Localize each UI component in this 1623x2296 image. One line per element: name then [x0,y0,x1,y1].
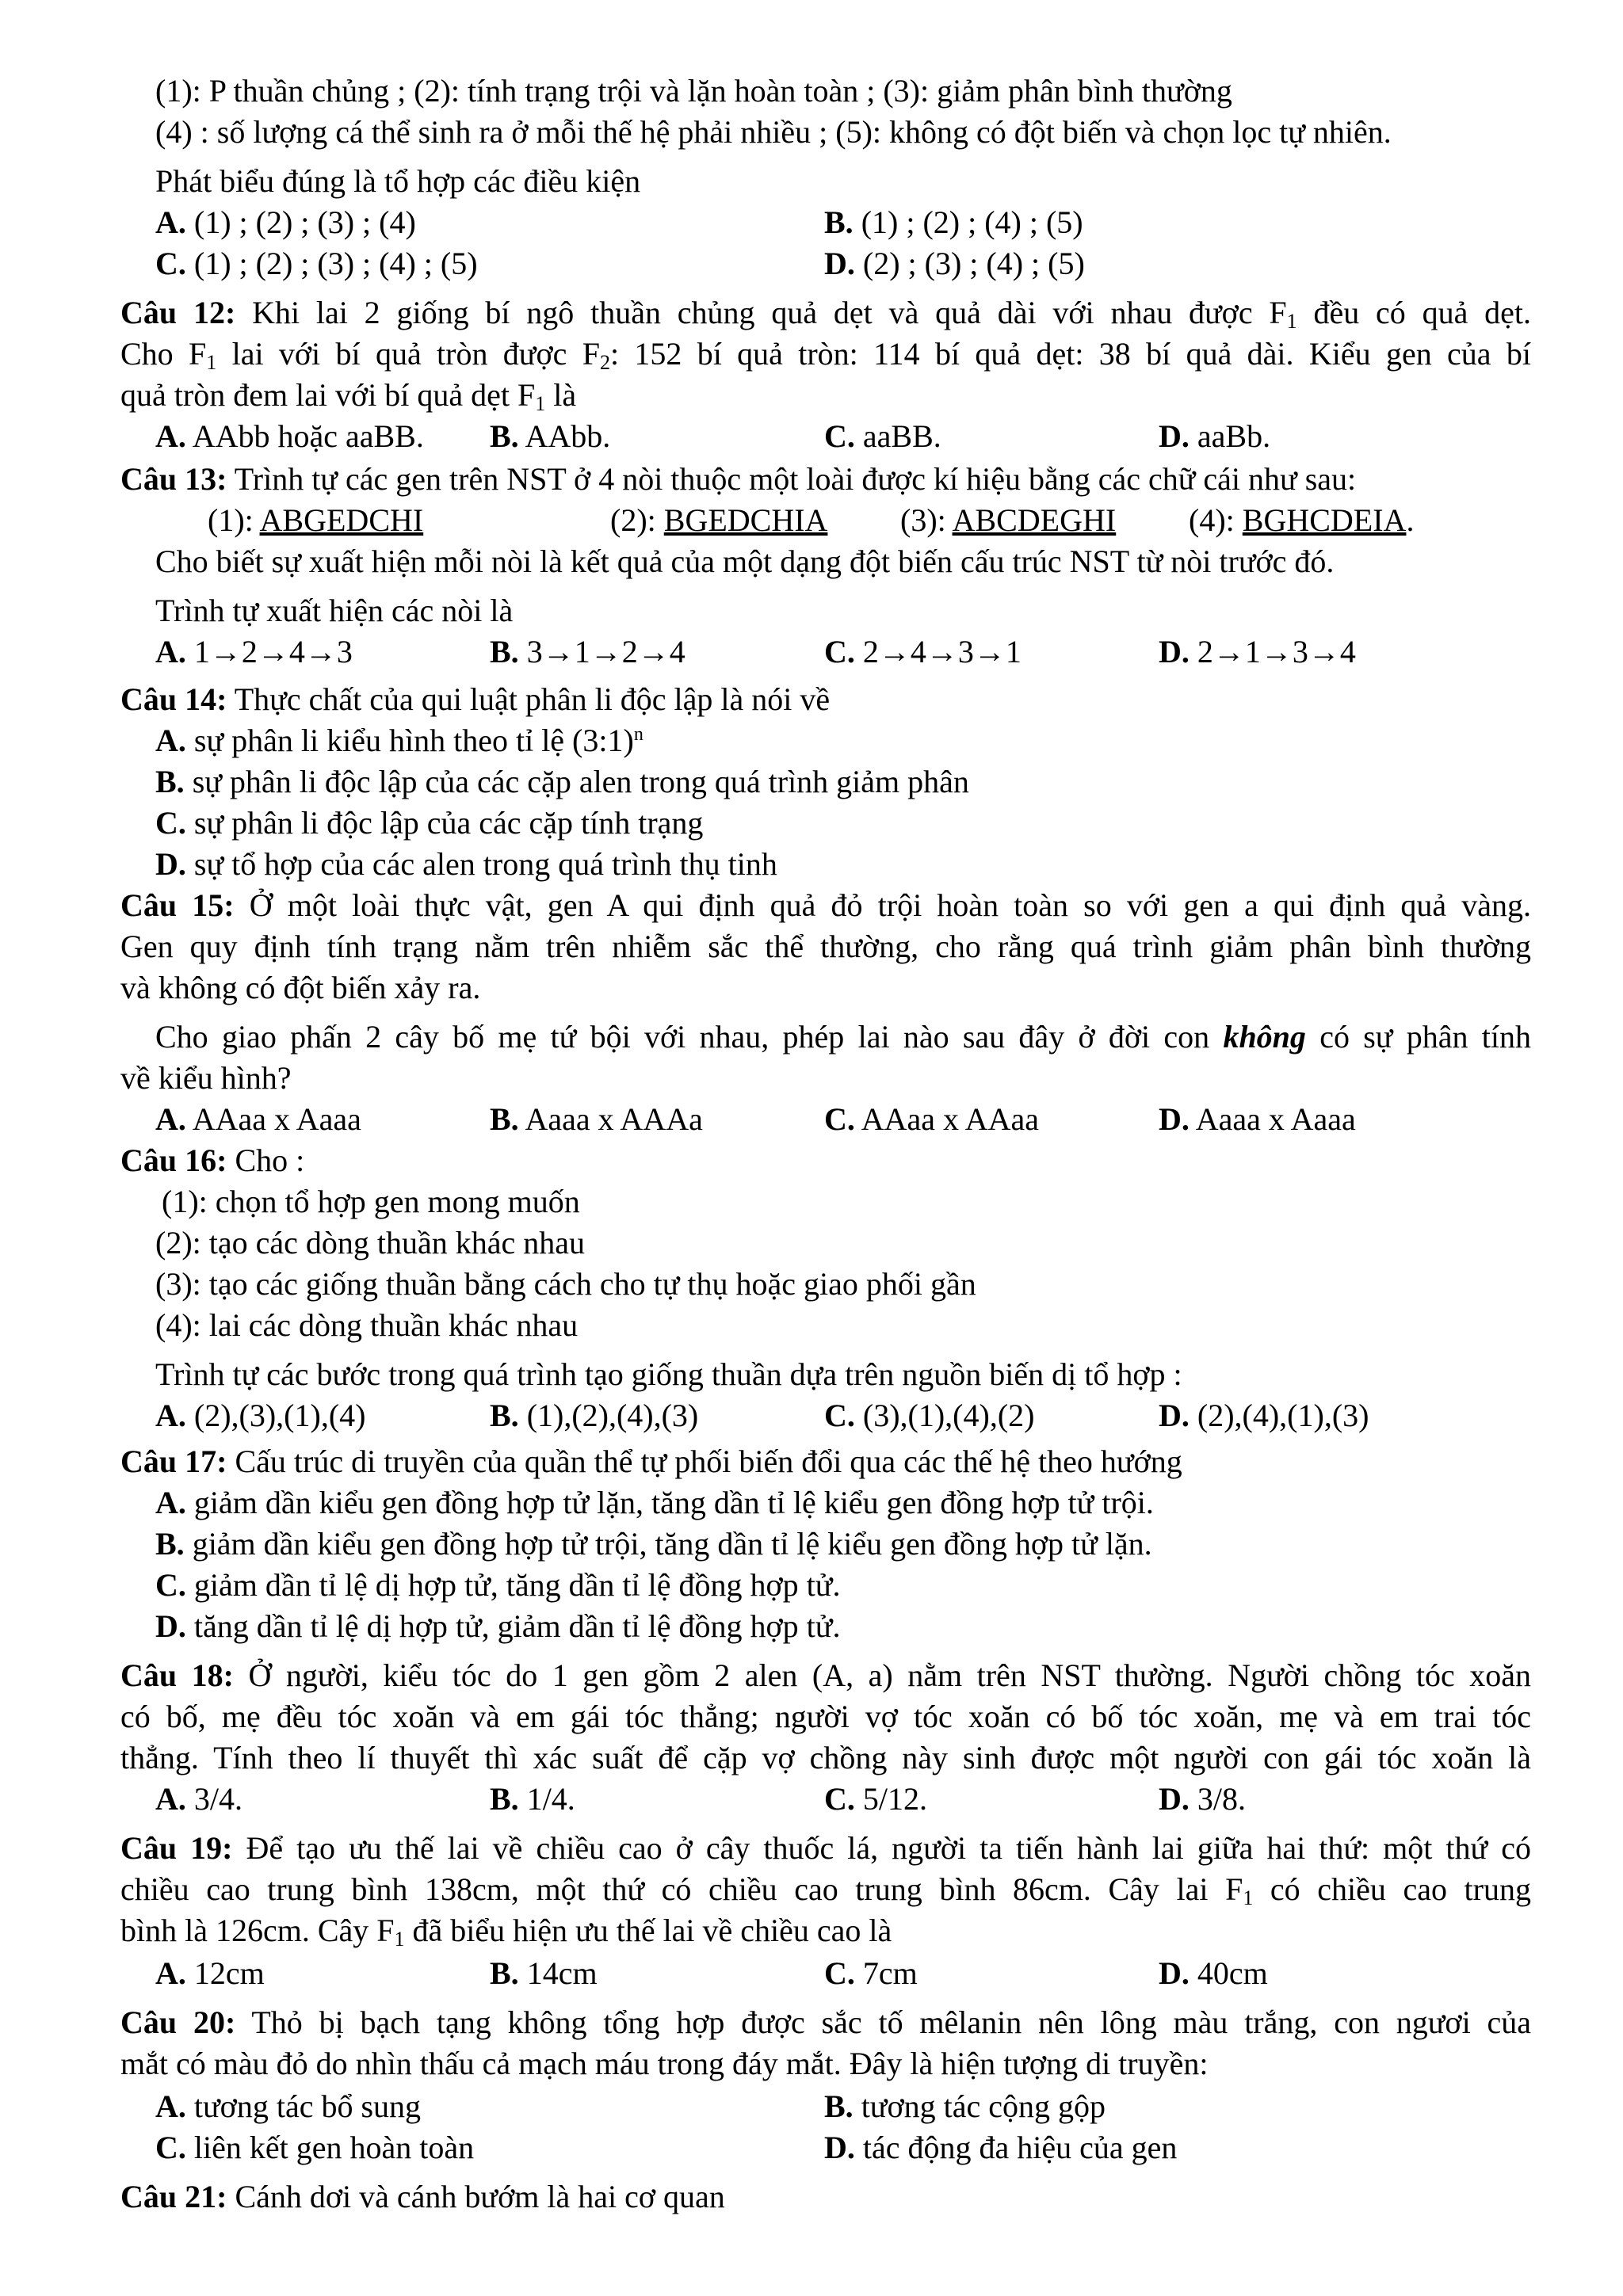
q18-line-1: Câu 18: Ở người, kiểu tóc do 1 gen gồm 2 alen (A, a) nằm trên NST thường. Người chồng tóc xoăn [120,1657,1531,1693]
q13-sequence-4: (4): BGHCDEIA. [1189,502,1415,538]
q16-item-4: (4): lai các dòng thuần khác nhau [155,1307,579,1343]
q13-sequence-3: (3): ABCDEGHI [900,502,1117,538]
q16-option-b: B. (1),(2),(4),(3) [490,1398,699,1433]
q13-option-d: D. 2→1→3→4 [1159,634,1356,669]
q14-option-b: B. sự phân li độc lập của các cặp alen trong quá trình giảm phân [155,764,969,799]
q15-line-3: và không có đột biến xảy ra. [120,970,481,1005]
q19-line-3: bình là 126cm. Cây $F_1$ đã biểu hiện ưu thế lai về chiều cao là [120,1913,892,1951]
q21-label: Câu 21: [120,2179,227,2214]
q19-option-a: A. 12cm [155,1955,265,1991]
q19-label: Câu 19: [120,1830,233,1866]
q19-option-b: B. 14cm [490,1955,598,1991]
q18-line-3: thẳng. Tính theo lí thuyết thì xác suất để cặp vợ chồng này sinh được một người con gái tóc xoăn là [120,1740,1531,1775]
q20-line-1: Câu 20: Thỏ bị bạch tạng không tổng hợp được sắc tố mêlanin nên lông màu trắng, con ngươi của [120,2004,1532,2040]
q18-option-d: D. 3/8. [1159,1781,1247,1817]
q13-line-1: Câu 13: Trình tự các gen trên NST ở 4 nòi thuộc một loài được kí hiệu bằng các chữ cái như sau: [120,461,1357,497]
q19-option-c: C. 7cm [824,1955,918,1991]
q21-line-1: Câu 21: Cánh dơi và cánh bướm là hai cơ quan [120,2179,725,2214]
q20-option-b: B. tương tác cộng gộp [824,2088,1106,2124]
q17-line-1: Câu 17: Cấu trúc di truyền của quần thể tự phối biến đổi qua các thế hệ theo hướng [120,1444,1182,1479]
q11-condition-line-1: (1): P thuần chủng ; (2): tính trạng trội và lặn hoàn toàn ; (3): giảm phân bình thường [155,73,1232,109]
q11-option-d: D. (2) ; (3) ; (4) ; (5) [824,246,1085,281]
q19-option-d: D. 40cm [1159,1955,1268,1991]
q11-option-c: C. (1) ; (2) ; (3) ; (4) ; (5) [155,246,478,281]
q12-option-b: B. AAbb. [490,418,611,454]
q12-option-d: D. aaBb. [1159,418,1271,454]
q13-line-3: Cho biết sự xuất hiện mỗi nòi là kết quả của một dạng đột biến cấu trúc NST từ nòi trước đó. [155,543,1335,579]
q13-stem: Trình tự xuất hiện các nòi là [155,593,514,628]
q20-line-2: mắt có màu đỏ do nhìn thấu cả mạch máu trong đáy mắt. Đây là hiện tượng di truyền: [120,2046,1209,2081]
q12-line-2: Cho $F_1$ lai với bí quả tròn được $F_2$: 152 bí quả tròn: 114 bí quả dẹt: 38 bí quả dài. Kiểu gen của bí [120,336,1531,374]
q18-option-a: A. 3/4. [155,1781,243,1817]
q16-item-1: (1): chọn tổ hợp gen mong muốn [162,1184,580,1219]
q18-option-c: C. 5/12. [824,1781,928,1817]
q19-line-1: Câu 19: Để tạo ưu thế lai về chiều cao ở cây thuốc lá, người ta tiến hành lai giữa hai thứ: một thứ có [120,1830,1532,1866]
q14-option-a: A. sự phân li kiểu hình theo tỉ lệ (3:1)$^n$ [155,723,643,758]
q16-stem: Trình tự các bước trong quá trình tạo giống thuần dựa trên nguồn biến dị tổ hợp : [155,1356,1182,1392]
q16-label: Câu 16: [120,1142,227,1178]
q17-option-a: A. giảm dần kiểu gen đồng hợp tử lặn, tăng dần tỉ lệ kiểu gen đồng hợp tử trội. [155,1485,1154,1520]
q16-item-2: (2): tạo các dòng thuần khác nhau [155,1225,586,1261]
q17-option-c: C. giảm dần tỉ lệ dị hợp tử, tăng dần tỉ lệ đồng hợp tử. [155,1567,841,1603]
q15-line-5: về kiểu hình? [120,1060,292,1096]
q19-line-2: chiều cao trung bình 138cm, một thứ có chiều cao trung bình 86cm. Cây lai $F_1$ có chiều cao trung [120,1871,1531,1909]
q14-label: Câu 14: [120,681,227,717]
q16-item-3: (3): tạo các giống thuần bằng cách cho tự thụ hoặc giao phối gần [155,1266,976,1302]
q11-option-b: B. (1) ; (2) ; (4) ; (5) [824,204,1083,240]
q12-line-1: Câu 12: Khi lai 2 giống bí ngô thuần chủng quả dẹt và quả dài với nhau được $F_1$ đều có quả dẹt. [120,295,1531,333]
q13-option-c: C. 2→4→3→1 [824,634,1022,669]
q12-option-a: A. AAbb hoặc aaBB. [155,418,424,454]
q18-line-2: có bố, mẹ đều tóc xoăn và em gái tóc thẳng; người vợ tóc xoăn có bố tóc xoăn, mẹ và em trai tóc [120,1699,1531,1734]
q17-option-d: D. tăng dần tỉ lệ dị hợp tử, giảm dần tỉ lệ đồng hợp tử. [155,1608,841,1644]
q12-option-c: C. aaBB. [824,418,941,454]
q18-label: Câu 18: [120,1657,234,1693]
q15-line-2: Gen quy định tính trạng nằm trên nhiễm sắc thể thường, cho rằng quá trình giảm phân bình thường [120,929,1531,964]
q15-option-a: A. AAaa x Aaaa [155,1101,361,1137]
q11-option-a: A. (1) ; (2) ; (3) ; (4) [155,204,416,240]
q16-line-1: Câu 16: Cho : [120,1142,305,1178]
q15-line-1: Câu 15: Ở một loài thực vật, gen A qui định quả đỏ trội hoàn toàn so với gen a qui định quả vàng. [120,887,1532,923]
q17-option-b: B. giảm dần kiểu gen đồng hợp tử trội, tăng dần tỉ lệ kiểu gen đồng hợp tử lặn. [155,1526,1152,1562]
q15-label: Câu 15: [120,887,235,923]
q17-label: Câu 17: [120,1444,227,1479]
q16-option-d: D. (2),(4),(1),(3) [1159,1398,1369,1433]
q14-option-d: D. sự tổ hợp của các alen trong quá trình thụ tinh [155,846,777,882]
q12-line-3: quả tròn đem lai với bí quả dẹt $F_1$ là [120,377,577,415]
q18-option-b: B. 1/4. [490,1781,575,1817]
q15-option-d: D. Aaaa x Aaaa [1159,1101,1356,1137]
q20-label: Câu 20: [120,2004,236,2040]
q20-option-c: C. liên kết gen hoàn toàn [155,2130,475,2165]
q16-option-c: C. (3),(1),(4),(2) [824,1398,1035,1433]
q12-label: Câu 12: [120,295,236,330]
q20-option-d: D. tác động đa hiệu của gen [824,2130,1178,2165]
q16-option-a: A. (2),(3),(1),(4) [155,1398,366,1433]
q13-label: Câu 13: [120,461,227,497]
q15-line-4: Cho giao phấn 2 cây bố mẹ tứ bội với nhau, phép lai nào sau đây ở đời con không có sự phân tính [155,1019,1531,1055]
q15-option-b: B. Aaaa x AAAa [490,1101,703,1137]
q13-sequence-1: (1): ABGEDCHI [208,502,424,538]
q14-option-c: C. sự phân li độc lập của các cặp tính trạng [155,805,704,841]
q11-stem: Phát biểu đúng là tổ hợp các điều kiện [155,163,641,199]
q20-option-a: A. tương tác bổ sung [155,2088,422,2124]
q15-option-c: C. AAaa x AAaa [824,1101,1040,1137]
q11-condition-line-2: (4) : số lượng cá thể sinh ra ở mỗi thế hệ phải nhiều ; (5): không có đột biến và chọn lọc tự nhiên. [155,114,1392,150]
q13-option-b: B. 3→1→2→4 [490,634,685,669]
q13-option-a: A. 1→2→4→3 [155,634,353,669]
q14-line-1: Câu 14: Thực chất của qui luật phân li độc lập là nói về [120,681,831,717]
q13-sequence-2: (2): BGEDCHIA [610,502,828,538]
